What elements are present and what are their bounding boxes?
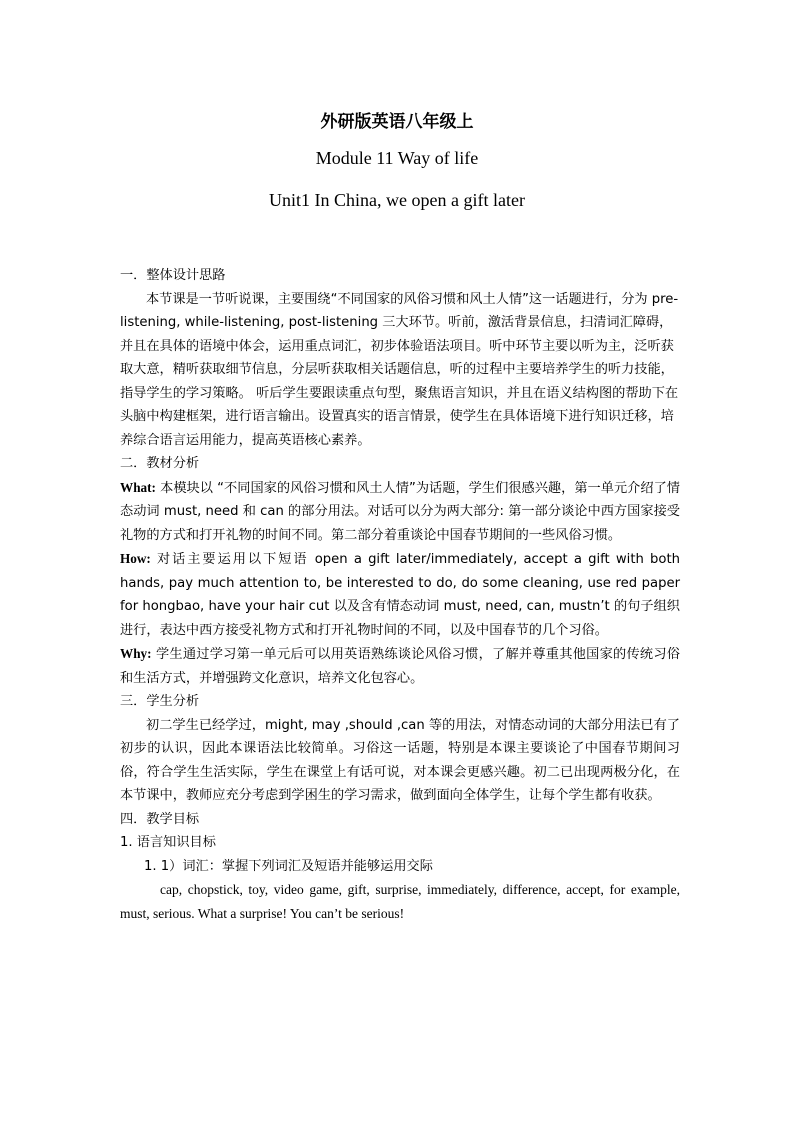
goal-item-language: 1. 语言知识目标 — [120, 835, 216, 850]
section-heading-material: 二．教材分析 — [120, 456, 200, 471]
what-text: 本模块以 “不同国家的风俗习惯和风土人情”为话题，学生们很感兴趣，第一单元介绍了情态动词 must, need 和 can 的部分用法。对话可以分为两大部分: 第一部分谈论中西方国家接受礼物的方式和打开礼物的时间不同。第二部分着重谈论中国春节期间的一些风俗习惯。 — [120, 480, 680, 543]
module-title: Module 11 Way of life — [315, 148, 479, 168]
students-paragraph: 初二学生已经学过，might, may ,should ,can 等的用法，对情态动词的大部分用法已有了初步的认识，因此本课语法比较简单。习俗这一话题，特别是本课主要谈论了中国春节期间习俗，符合学生生活实际，学生在课堂上有话可说，对本课会更感兴趣。初二已出现两极分化，在本节课中，教师应充分考虑到学困生的学习需求，做到面向全体学生，让每个学生都有收获。 — [120, 717, 680, 803]
document-title: 外研版英语八年级上 — [320, 112, 474, 132]
goal-subitem-vocabulary: 1. 1）词汇：掌握下列词汇及短语并能够运用交际 — [144, 858, 433, 874]
unit-title: Unit1 In China, we open a gift later — [269, 190, 525, 210]
what-paragraph — [120, 476, 680, 548]
design-paragraph: 本节课是一节听说课，主要围绕“不同国家的风俗习惯和风土人情”这一话题进行，分为 pre-listening, while-listening, post-listening 三大环节。听前，激活背景信息，扫清词汇障碍，并且在具体的语境中体会，运用重点词汇，初步体验语法项目。听中环节主要以听为主，泛听获取大意，精听获取细节信息，分层听获取相关话题信息，听的过程中主要培养学生的听力技能，指导学生的学习策略。 听后学生要跟读重点句型，聚焦语言知识，并且在语义结构图的帮助下在头脑中构建框架，进行语言输出。设置真实的语言情景，使学生在具体语境下进行知识迁移，培养综合语言运用能力，提高英语核心素养。 — [120, 291, 679, 448]
how-label: How: — [120, 551, 151, 566]
why-label: Why: — [120, 646, 152, 661]
section-heading-design: 一．整体设计思路 — [120, 268, 226, 283]
section-heading-goals: 四．教学目标 — [120, 811, 200, 827]
why-paragraph — [120, 642, 680, 690]
document-body — [120, 264, 680, 925]
how-text: 对话主要运用以下短语 open a gift later/immediately, accept a gift with both hands, pay much attention to, be interested to do, do some cleaning, use red paper for hongbao, have your hair cut 以及含有情态动词 must, need, can, mustn’t 的句子组织进行，表达中西方接受礼物方式和打开礼物时间的不同，以及中国春节的几个习俗。 — [120, 552, 680, 638]
what-label: What: — [120, 479, 156, 495]
vocabulary-list: cap, chopstick, toy, video game, gift, surprise, immediately, difference, accept, for example, must, serious. What a surprise! You can’t be serious! — [120, 882, 680, 921]
section-heading-students: 三．学生分析 — [120, 694, 200, 709]
how-paragraph — [120, 547, 680, 642]
why-text: 学生通过学习第一单元后可以用英语熟练谈论风俗习惯，了解并尊重其他国家的传统习俗和生活方式，并增强跨文化意识，培养文化包容心。 — [120, 647, 680, 686]
